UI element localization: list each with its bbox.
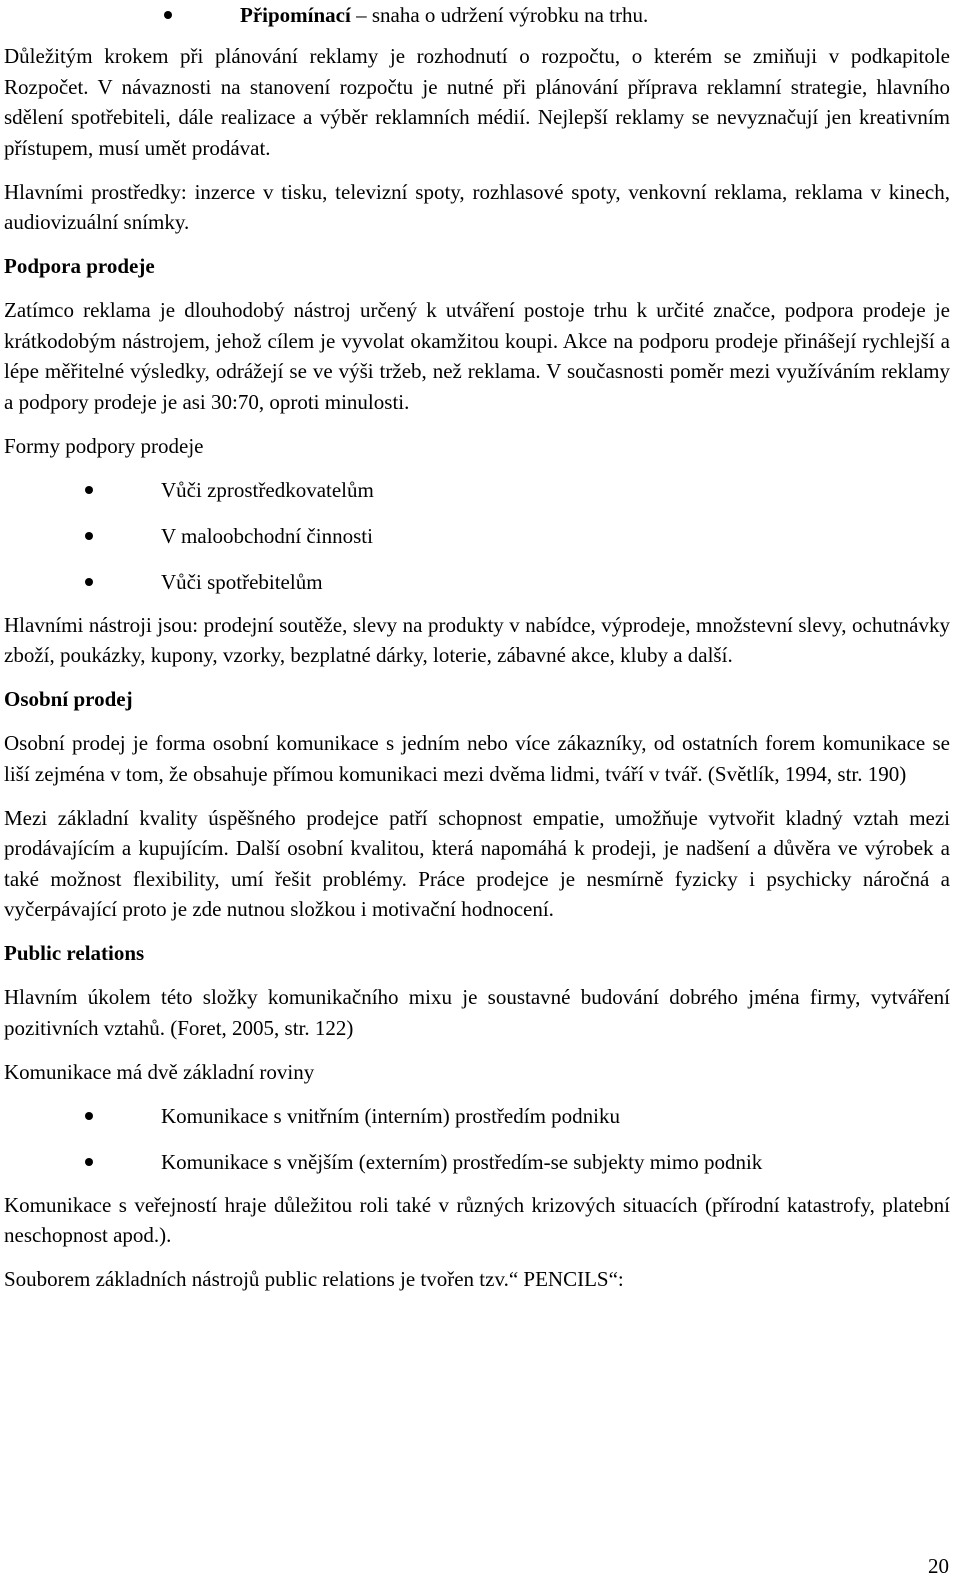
bullet-item-pripominaci <box>4 0 950 30</box>
bullet-icon <box>85 1112 93 1120</box>
bullet-term: Připomínací <box>240 3 351 27</box>
paragraph-pencils: Souborem základních nástrojů public relations je tvořen tzv.“ PENCILS“: <box>4 1267 624 1291</box>
forms-list <box>4 475 950 597</box>
document-page <box>4 0 950 1308</box>
list-item: Vůči spotřebitelům <box>4 567 950 597</box>
paragraph-public-communication: Komunikace s veřejností hraje důležitou roli také v různých krizových situacích (přírodní katastrofy, platební neschopnost apod.). <box>4 1192 950 1247</box>
paragraph-seller-qualities: Mezi základní kvality úspěšného prodejce patří schopnost empatie, umožňuje vytvořit kladný vztah mezi prodávajícím a kupujícím. Další osobní kvalitou, která napomáhá k prodeji, je nadšení a důvěra ve výrobek a také možnost flexibility, umí řešit problémy. Práce prodejce je nesmírně fyzicky i psychicky náročná a vyčerpávající proto je zde nutnou složkou i motivační hodnocení. <box>4 805 950 921</box>
paragraph-tools: Hlavními nástroji jsou: prodejní soutěže, slevy na produkty v nabídce, výprodeje, množstevní slevy, ochutnávky zboží, poukázky, kupony, vzorky, bezplatné dárky, loterie, zábavné akce, kluby a další. <box>4 612 950 667</box>
paragraph-personal-selling: Osobní prodej je forma osobní komunikace s jedním nebo více zákazníky, od ostatních forem komunikace se liší zejména v tom, že obsahuje přímou komunikaci mezi dvěma lidmi, tváří v tvář. (Světlík, 1994, str. 190) <box>4 731 950 786</box>
list-item: Komunikace s vnitřním (interním) prostředím podniku <box>4 1101 950 1131</box>
heading-podpora-prodeje: Podpora prodeje <box>4 254 155 278</box>
page-number: 20 <box>928 1554 949 1578</box>
levels-list <box>4 1101 950 1177</box>
heading-public-relations: Public relations <box>4 941 145 965</box>
list-item: Komunikace s vnějším (externím) prostředím-se subjekty mimo podnik <box>4 1147 950 1177</box>
paragraph-pr-task: Hlavním úkolem této složky komunikačního mixu je soustavné budování dobrého jména firmy, vytváření pozitivních vztahů. (Foret, 2005, str. 122) <box>4 985 950 1040</box>
bullet-text: – snaha o udržení výrobku na trhu. <box>350 3 649 27</box>
bullet-icon <box>85 532 93 540</box>
heading-osobni-prodej: Osobní prodej <box>4 687 133 711</box>
bullet-icon <box>85 486 93 494</box>
list-item: Vůči zprostředkovatelům <box>4 475 950 505</box>
list-item: V maloobchodní činnosti <box>4 521 950 551</box>
bullet-icon <box>85 1158 93 1166</box>
bullet-icon <box>164 11 172 19</box>
paragraph-forms-intro: Formy podpory prodeje <box>4 433 204 458</box>
paragraph-budget: Důležitým krokem při plánování reklamy je rozhodnutí o rozpočtu, o kterém se zmiňuji v podkapitole Rozpočet. V návaznosti na stanovení rozpočtu je nutné při plánování příprava reklamní strategie, hlavního sdělení spotřebiteli, dále realizace a výběr reklamních médií. Nejlepší reklamy se nevyznačují jen kreativním přístupem, musí umět prodávat. <box>4 44 950 160</box>
paragraph-sales-promotion: Zatímco reklama je dlouhodobý nástroj určený k utváření postoje trhu k určité značce, podpora prodeje je krátkodobým nástrojem, jehož cílem je vyvolat okamžitou koupi. Akce na podporu prodeje přinášejí rychlejší a lépe měřitelné výsledky, odrážejí se ve výši tržeb, než reklama. V současnosti poměr mezi využíváním reklamy a podpory prodeje je asi 30:70, oproti minulosti. <box>4 298 950 414</box>
bullet-icon <box>85 578 93 586</box>
paragraph-levels-intro: Komunikace má dvě základní roviny <box>4 1059 315 1084</box>
paragraph-main-means: Hlavními prostředky: inzerce v tisku, televizní spoty, rozhlasové spoty, venkovní reklama, reklama v kinech, audiovizuální snímky. <box>4 179 950 234</box>
